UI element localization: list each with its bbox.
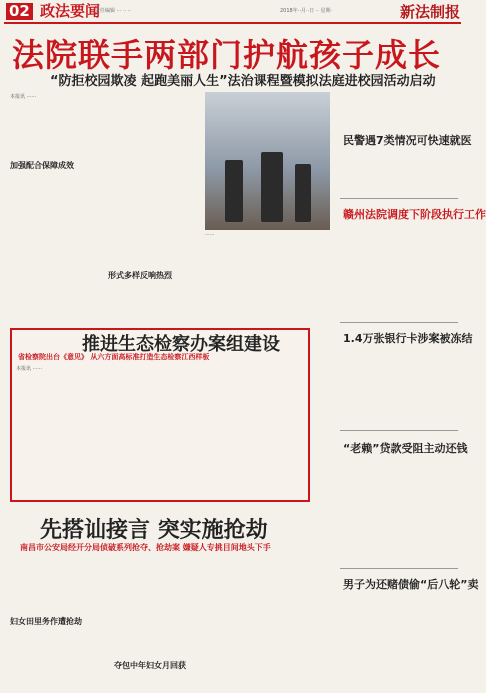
lead-subheadline: “防拒校园欺凌 起跑美丽人生”法治课程暨模拟法庭进校园活动启动 xyxy=(50,74,436,89)
bottom-subhead-1: 妇女田里务作遭抢劫 xyxy=(10,617,82,626)
right-story3-body xyxy=(340,346,458,426)
bottom-body-col2 xyxy=(110,556,205,656)
box-story-subtitle: 省检察院出台《意见》 从六方面高标准打造生态检察江西样板 xyxy=(18,353,210,361)
section-title: 政法要闻 xyxy=(40,2,101,20)
bottom-body-col1b xyxy=(10,628,105,688)
editor-info: 责任编辑 ··· ·· ·· xyxy=(95,8,131,14)
right-story1-body xyxy=(340,148,458,192)
lead-subhead-2: 形式多样反响热烈 xyxy=(108,271,172,280)
lead-body-col3 xyxy=(108,282,200,326)
photo-caption: ······ xyxy=(205,232,215,238)
masthead-logo: 新法制报 xyxy=(400,3,461,21)
page-number: 02 xyxy=(6,3,33,20)
box-body-col3 xyxy=(208,366,300,492)
box-body-col1: 本报讯 ······ xyxy=(16,366,43,372)
bottom-body-col2b xyxy=(110,672,205,690)
right-story3-title: 1.4万张银行卡涉案被冻结 xyxy=(343,332,473,345)
bottom-subheadline: 南昌市公安局经开分局侦破系列抢夺、抢劫案 嫌疑人专挑目间地头下手 xyxy=(20,543,271,552)
lead-body-col2 xyxy=(84,94,204,244)
right-story5-body xyxy=(340,592,458,688)
bottom-subhead-2: 夺包中年妇女月回获 xyxy=(114,661,186,670)
right-story2-title: 赣州法院调度下阶段执行工作 xyxy=(343,208,486,221)
box-body-col2 xyxy=(112,366,202,492)
header-rule xyxy=(4,22,461,24)
lead-body-col4 xyxy=(205,256,330,326)
right-story5-title: 男子为还赌债偷“后八轮”卖 xyxy=(343,578,479,591)
lead-headline: 法院联手两部门护航孩子成长 xyxy=(12,36,442,74)
box-story-title: 推进生态检察办案组建设 xyxy=(82,334,280,355)
right-story2-body xyxy=(340,222,458,318)
bottom-body-col3 xyxy=(210,556,305,690)
lead-subhead-1: 加强配合保障成效 xyxy=(10,161,74,170)
right-story1-title: 民警遇7类情况可快速就医 xyxy=(343,134,472,147)
right-story4-body xyxy=(340,456,458,564)
right-story4-title: “老赖”贷款受阻主动还钱 xyxy=(343,442,468,455)
lead-photo xyxy=(205,92,330,230)
bottom-headline: 先搭讪接言 突实施抢劫 xyxy=(40,518,268,543)
bottom-body-col1 xyxy=(10,556,105,612)
date-info: 2018年··月··日 ·· 星期· xyxy=(280,8,333,14)
lead-body-col1: 本报讯 ······ xyxy=(10,94,37,100)
